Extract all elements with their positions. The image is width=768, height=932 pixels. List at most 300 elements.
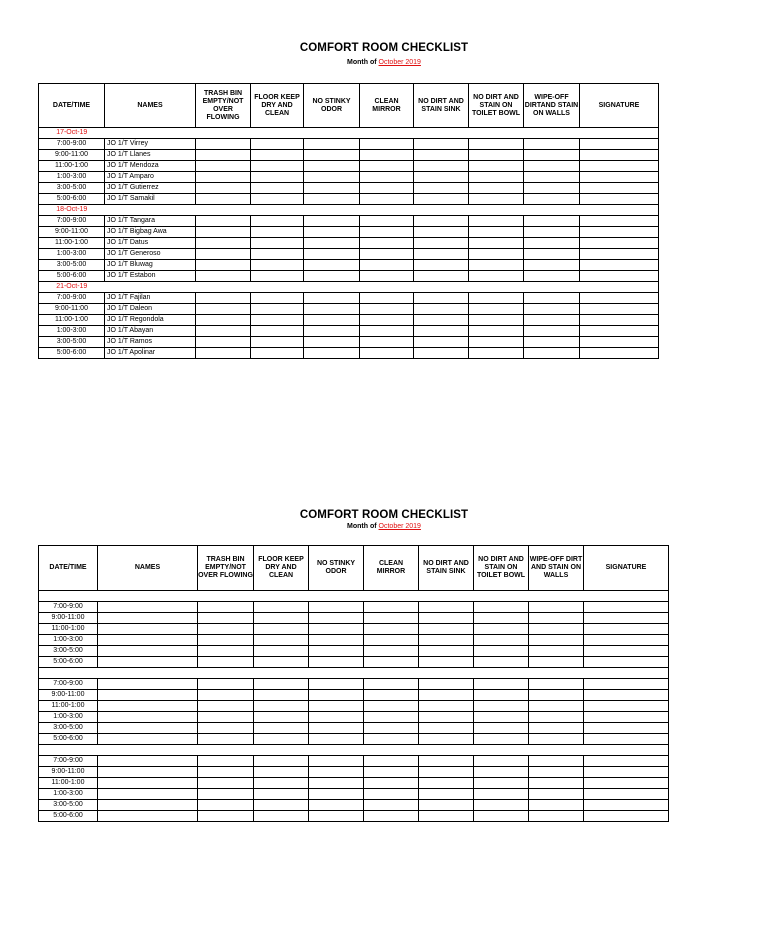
check-cell[interactable] (474, 624, 529, 635)
check-cell[interactable] (419, 723, 474, 734)
check-cell[interactable] (419, 613, 474, 624)
check-cell[interactable] (196, 249, 251, 260)
check-cell[interactable] (414, 271, 469, 282)
check-cell[interactable] (360, 315, 414, 326)
check-cell[interactable] (309, 789, 364, 800)
check-cell[interactable] (529, 734, 584, 745)
check-cell[interactable] (419, 602, 474, 613)
check-cell[interactable] (196, 348, 251, 359)
check-cell[interactable] (309, 778, 364, 789)
check-cell[interactable] (360, 161, 414, 172)
check-cell[interactable] (309, 734, 364, 745)
check-cell[interactable] (524, 315, 580, 326)
check-cell[interactable] (414, 161, 469, 172)
check-cell[interactable] (474, 811, 529, 822)
check-cell[interactable] (364, 635, 419, 646)
check-cell[interactable] (360, 326, 414, 337)
check-cell[interactable] (584, 657, 669, 668)
check-cell[interactable] (414, 315, 469, 326)
check-cell[interactable] (196, 227, 251, 238)
check-cell[interactable] (360, 183, 414, 194)
check-cell[interactable] (524, 139, 580, 150)
check-cell[interactable] (254, 624, 309, 635)
check-cell[interactable] (198, 723, 254, 734)
check-cell[interactable] (360, 194, 414, 205)
check-cell[interactable] (254, 635, 309, 646)
check-cell[interactable] (580, 227, 659, 238)
check-cell[interactable] (309, 767, 364, 778)
check-cell[interactable] (309, 811, 364, 822)
check-cell[interactable] (254, 778, 309, 789)
check-cell[interactable] (419, 734, 474, 745)
date-row (39, 205, 659, 216)
check-cell[interactable] (196, 293, 251, 304)
check-cell[interactable] (474, 646, 529, 657)
check-cell[interactable] (469, 150, 524, 161)
check-cell[interactable] (251, 238, 304, 249)
check-cell[interactable] (469, 304, 524, 315)
check-cell[interactable] (360, 238, 414, 249)
table-row (39, 161, 659, 172)
check-cell[interactable] (309, 613, 364, 624)
check-cell[interactable] (524, 216, 580, 227)
check-cell[interactable] (196, 161, 251, 172)
check-cell[interactable] (524, 293, 580, 304)
check-cell[interactable] (474, 712, 529, 723)
check-cell[interactable] (580, 293, 659, 304)
check-cell[interactable] (584, 635, 669, 646)
check-cell[interactable] (524, 238, 580, 249)
check-cell[interactable] (419, 646, 474, 657)
check-cell[interactable] (364, 624, 419, 635)
check-cell[interactable] (254, 723, 309, 734)
check-cell[interactable] (254, 800, 309, 811)
check-cell[interactable] (469, 183, 524, 194)
check-cell[interactable] (251, 194, 304, 205)
check-cell[interactable] (364, 767, 419, 778)
check-cell[interactable] (254, 602, 309, 613)
check-cell[interactable] (251, 150, 304, 161)
check-cell[interactable] (198, 679, 254, 690)
check-cell[interactable] (254, 613, 309, 624)
check-cell[interactable] (196, 337, 251, 348)
check-cell[interactable] (304, 326, 360, 337)
check-cell[interactable] (309, 756, 364, 767)
check-cell[interactable] (251, 326, 304, 337)
check-cell[interactable] (414, 194, 469, 205)
check-cell[interactable] (529, 657, 584, 668)
check-cell[interactable] (364, 613, 419, 624)
check-cell[interactable] (524, 194, 580, 205)
check-cell[interactable] (474, 635, 529, 646)
check-cell[interactable] (196, 304, 251, 315)
check-cell[interactable] (198, 767, 254, 778)
check-cell[interactable] (364, 701, 419, 712)
check-cell[interactable] (584, 690, 669, 701)
check-cell[interactable] (304, 260, 360, 271)
check-cell[interactable] (414, 139, 469, 150)
check-cell[interactable] (580, 271, 659, 282)
check-cell[interactable] (360, 271, 414, 282)
check-cell[interactable] (529, 723, 584, 734)
check-cell[interactable] (309, 712, 364, 723)
check-cell[interactable] (196, 172, 251, 183)
check-cell[interactable] (304, 216, 360, 227)
check-cell[interactable] (469, 172, 524, 183)
check-cell[interactable] (196, 183, 251, 194)
check-cell[interactable] (474, 723, 529, 734)
check-cell[interactable] (309, 624, 364, 635)
check-cell[interactable] (254, 734, 309, 745)
check-cell[interactable] (254, 646, 309, 657)
check-cell[interactable] (198, 635, 254, 646)
table-row (39, 260, 659, 271)
check-cell[interactable] (360, 139, 414, 150)
check-cell[interactable] (414, 183, 469, 194)
check-cell[interactable] (524, 249, 580, 260)
check-cell[interactable] (580, 161, 659, 172)
check-cell[interactable] (251, 249, 304, 260)
check-cell[interactable] (364, 800, 419, 811)
check-cell[interactable] (309, 646, 364, 657)
check-cell[interactable] (419, 767, 474, 778)
check-cell[interactable] (580, 216, 659, 227)
check-cell[interactable] (414, 249, 469, 260)
check-cell[interactable] (414, 326, 469, 337)
empty-cell (580, 282, 659, 293)
check-cell[interactable] (364, 679, 419, 690)
check-cell[interactable] (360, 304, 414, 315)
check-cell[interactable] (469, 249, 524, 260)
check-cell[interactable] (304, 161, 360, 172)
date-row (39, 282, 659, 293)
check-cell[interactable] (198, 602, 254, 613)
check-cell[interactable] (198, 811, 254, 822)
check-cell[interactable] (309, 690, 364, 701)
check-cell[interactable] (584, 624, 669, 635)
check-cell[interactable] (580, 260, 659, 271)
check-cell[interactable] (304, 194, 360, 205)
check-cell[interactable] (309, 701, 364, 712)
check-cell[interactable] (414, 293, 469, 304)
check-cell[interactable] (580, 183, 659, 194)
check-cell[interactable] (580, 348, 659, 359)
check-cell[interactable] (254, 690, 309, 701)
check-cell[interactable] (414, 238, 469, 249)
check-cell[interactable] (469, 260, 524, 271)
check-cell[interactable] (529, 701, 584, 712)
check-cell[interactable] (414, 227, 469, 238)
check-cell[interactable] (584, 734, 669, 745)
check-cell[interactable] (529, 789, 584, 800)
check-cell[interactable] (360, 227, 414, 238)
check-cell[interactable] (529, 800, 584, 811)
check-cell[interactable] (198, 778, 254, 789)
check-cell[interactable] (584, 701, 669, 712)
check-cell[interactable] (469, 161, 524, 172)
check-cell[interactable] (414, 260, 469, 271)
check-cell[interactable] (414, 337, 469, 348)
check-cell[interactable] (474, 778, 529, 789)
check-cell[interactable] (360, 216, 414, 227)
check-cell[interactable] (414, 216, 469, 227)
check-cell[interactable] (196, 216, 251, 227)
check-cell[interactable] (364, 723, 419, 734)
check-cell[interactable] (251, 260, 304, 271)
check-cell[interactable] (469, 227, 524, 238)
empty-cell (364, 668, 419, 679)
column-header: NO DIRT AND STAIN SINK (414, 84, 469, 128)
check-cell[interactable] (474, 613, 529, 624)
check-cell[interactable] (304, 304, 360, 315)
check-cell[interactable] (474, 602, 529, 613)
check-cell[interactable] (414, 150, 469, 161)
check-cell[interactable] (474, 679, 529, 690)
check-cell[interactable] (580, 150, 659, 161)
check-cell[interactable] (304, 293, 360, 304)
check-cell[interactable] (584, 613, 669, 624)
check-cell[interactable] (254, 657, 309, 668)
check-cell[interactable] (524, 304, 580, 315)
check-cell[interactable] (469, 194, 524, 205)
check-cell[interactable] (529, 778, 584, 789)
check-cell[interactable] (360, 337, 414, 348)
check-cell[interactable] (469, 337, 524, 348)
check-cell[interactable] (198, 800, 254, 811)
check-cell[interactable] (309, 800, 364, 811)
check-cell[interactable] (364, 789, 419, 800)
check-cell[interactable] (584, 723, 669, 734)
check-cell[interactable] (580, 238, 659, 249)
check-cell[interactable] (529, 712, 584, 723)
check-cell[interactable] (474, 701, 529, 712)
check-cell[interactable] (524, 161, 580, 172)
check-cell[interactable] (196, 315, 251, 326)
check-cell[interactable] (304, 172, 360, 183)
check-cell[interactable] (251, 227, 304, 238)
check-cell[interactable] (198, 756, 254, 767)
check-cell[interactable] (474, 767, 529, 778)
check-cell[interactable] (360, 150, 414, 161)
check-cell[interactable] (196, 326, 251, 337)
check-cell[interactable] (196, 271, 251, 282)
check-cell[interactable] (360, 172, 414, 183)
empty-cell (529, 745, 584, 756)
check-cell[interactable] (419, 778, 474, 789)
check-cell[interactable] (304, 337, 360, 348)
check-cell[interactable] (529, 767, 584, 778)
check-cell[interactable] (584, 811, 669, 822)
check-cell[interactable] (364, 811, 419, 822)
empty-cell (196, 128, 251, 139)
check-cell[interactable] (304, 238, 360, 249)
check-cell[interactable] (364, 712, 419, 723)
check-cell[interactable] (254, 679, 309, 690)
check-cell[interactable] (198, 734, 254, 745)
check-cell[interactable] (469, 326, 524, 337)
check-cell[interactable] (198, 690, 254, 701)
check-cell[interactable] (196, 238, 251, 249)
date-row (39, 668, 669, 679)
sheet-1-month-value: October 2019 (378, 59, 421, 66)
check-cell[interactable] (198, 624, 254, 635)
check-cell[interactable] (584, 800, 669, 811)
check-cell[interactable] (198, 701, 254, 712)
check-cell[interactable] (529, 624, 584, 635)
check-cell[interactable] (474, 800, 529, 811)
check-cell[interactable] (584, 756, 669, 767)
check-cell[interactable] (364, 756, 419, 767)
check-cell[interactable] (251, 337, 304, 348)
check-cell[interactable] (304, 249, 360, 260)
check-cell[interactable] (254, 789, 309, 800)
check-cell[interactable] (304, 227, 360, 238)
check-cell[interactable] (414, 172, 469, 183)
check-cell[interactable] (251, 271, 304, 282)
check-cell[interactable] (580, 304, 659, 315)
check-cell[interactable] (529, 690, 584, 701)
check-cell[interactable] (580, 194, 659, 205)
check-cell[interactable] (584, 767, 669, 778)
check-cell[interactable] (524, 183, 580, 194)
check-cell[interactable] (414, 348, 469, 359)
check-cell[interactable] (469, 315, 524, 326)
check-cell[interactable] (584, 646, 669, 657)
check-cell[interactable] (364, 734, 419, 745)
check-cell[interactable] (198, 657, 254, 668)
check-cell[interactable] (469, 271, 524, 282)
check-cell[interactable] (524, 348, 580, 359)
check-cell[interactable] (196, 260, 251, 271)
check-cell[interactable] (580, 326, 659, 337)
check-cell[interactable] (196, 194, 251, 205)
check-cell[interactable] (309, 723, 364, 734)
check-cell[interactable] (254, 756, 309, 767)
check-cell[interactable] (419, 635, 474, 646)
check-cell[interactable] (309, 679, 364, 690)
check-cell[interactable] (474, 756, 529, 767)
check-cell[interactable] (469, 216, 524, 227)
check-cell[interactable] (524, 271, 580, 282)
check-cell[interactable] (524, 260, 580, 271)
check-cell[interactable] (196, 139, 251, 150)
empty-cell (584, 745, 669, 756)
check-cell[interactable] (251, 348, 304, 359)
check-cell[interactable] (529, 646, 584, 657)
check-cell[interactable] (360, 348, 414, 359)
check-cell[interactable] (584, 778, 669, 789)
check-cell[interactable] (364, 602, 419, 613)
check-cell[interactable] (309, 657, 364, 668)
check-cell[interactable] (419, 789, 474, 800)
check-cell[interactable] (304, 315, 360, 326)
check-cell[interactable] (309, 635, 364, 646)
check-cell[interactable] (254, 701, 309, 712)
check-cell[interactable] (474, 657, 529, 668)
check-cell[interactable] (419, 800, 474, 811)
check-cell[interactable] (529, 679, 584, 690)
check-cell[interactable] (364, 690, 419, 701)
check-cell[interactable] (196, 150, 251, 161)
check-cell[interactable] (251, 315, 304, 326)
check-cell[interactable] (474, 690, 529, 701)
check-cell[interactable] (584, 602, 669, 613)
check-cell[interactable] (419, 811, 474, 822)
check-cell[interactable] (251, 183, 304, 194)
check-cell[interactable] (529, 756, 584, 767)
check-cell[interactable] (524, 337, 580, 348)
check-cell[interactable] (414, 304, 469, 315)
check-cell[interactable] (419, 712, 474, 723)
check-cell[interactable] (474, 789, 529, 800)
check-cell[interactable] (580, 249, 659, 260)
check-cell[interactable] (251, 161, 304, 172)
check-cell[interactable] (198, 646, 254, 657)
check-cell[interactable] (419, 624, 474, 635)
check-cell[interactable] (529, 811, 584, 822)
check-cell[interactable] (364, 657, 419, 668)
check-cell[interactable] (198, 613, 254, 624)
check-cell[interactable] (251, 304, 304, 315)
check-cell[interactable] (360, 260, 414, 271)
check-cell[interactable] (419, 657, 474, 668)
check-cell[interactable] (360, 293, 414, 304)
check-cell[interactable] (529, 613, 584, 624)
check-cell[interactable] (304, 348, 360, 359)
check-cell[interactable] (254, 811, 309, 822)
check-cell[interactable] (580, 172, 659, 183)
check-cell[interactable] (580, 337, 659, 348)
check-cell[interactable] (360, 249, 414, 260)
check-cell[interactable] (469, 139, 524, 150)
check-cell[interactable] (419, 690, 474, 701)
check-cell[interactable] (469, 293, 524, 304)
check-cell[interactable] (251, 293, 304, 304)
check-cell[interactable] (584, 679, 669, 690)
check-cell[interactable] (469, 238, 524, 249)
check-cell[interactable] (529, 635, 584, 646)
check-cell[interactable] (419, 701, 474, 712)
check-cell[interactable] (251, 172, 304, 183)
check-cell[interactable] (254, 712, 309, 723)
check-cell[interactable] (198, 712, 254, 723)
check-cell[interactable] (580, 139, 659, 150)
check-cell[interactable] (580, 315, 659, 326)
check-cell[interactable] (304, 271, 360, 282)
check-cell[interactable] (309, 602, 364, 613)
check-cell[interactable] (254, 767, 309, 778)
check-cell[interactable] (474, 734, 529, 745)
check-cell[interactable] (304, 150, 360, 161)
check-cell[interactable] (529, 602, 584, 613)
check-cell[interactable] (419, 756, 474, 767)
check-cell[interactable] (524, 150, 580, 161)
check-cell[interactable] (524, 227, 580, 238)
check-cell[interactable] (419, 679, 474, 690)
check-cell[interactable] (198, 789, 254, 800)
check-cell[interactable] (524, 326, 580, 337)
check-cell[interactable] (251, 216, 304, 227)
check-cell[interactable] (304, 139, 360, 150)
check-cell[interactable] (469, 348, 524, 359)
check-cell[interactable] (364, 778, 419, 789)
check-cell[interactable] (584, 712, 669, 723)
check-cell[interactable] (524, 172, 580, 183)
check-cell[interactable] (251, 139, 304, 150)
check-cell[interactable] (584, 789, 669, 800)
check-cell[interactable] (364, 646, 419, 657)
check-cell[interactable] (304, 183, 360, 194)
